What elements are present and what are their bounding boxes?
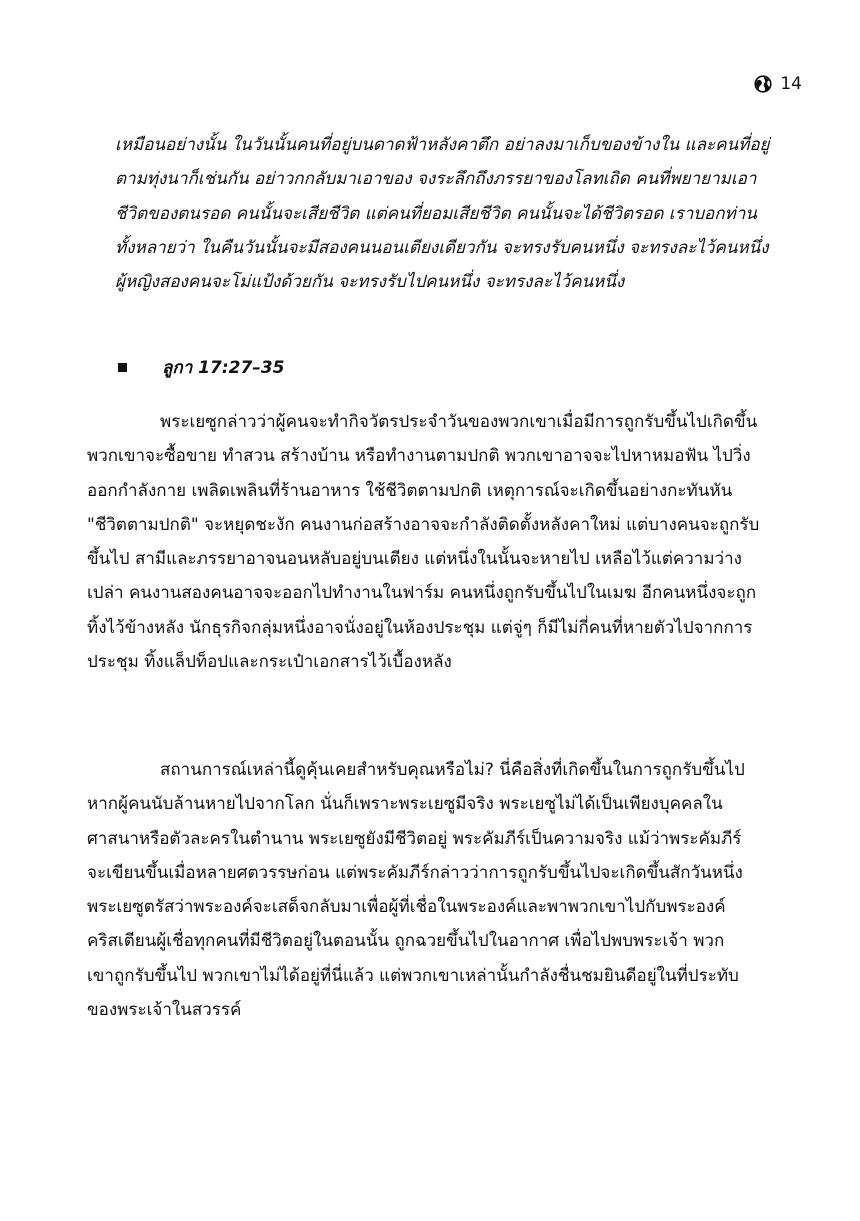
page-number-header bbox=[754, 74, 802, 94]
paragraph-line: "ชีวิตตามปกติ" จะหยุดชะงัก คนงานก่อสร้างอาจจะกำลังติดตั้งหลังคาใหม่ แต่บางคนจะถูกรับ bbox=[87, 514, 760, 535]
reference-text: ลูกา 17:27–35 bbox=[162, 358, 285, 378]
quote-line: เหมือนอย่างนั้น ในวันนั้นคนที่อยู่บนดาดฟ้าหลังคาตึก อย่าลงมาเก็บของข้างใน และคนที่อยู่ bbox=[115, 135, 770, 155]
quote-line: ชีวิตของตนรอด คนนั้นจะเสียชีวิต แต่คนที่ยอมเสียชีวิต คนนั้นจะได้ชีวิตรอด เราบอกท่าน bbox=[115, 203, 757, 224]
paragraph-line: ประชุม ทิ้งแล็ปท็อปและกระเป๋าเอกสารไว้เบื้องหลัง bbox=[87, 652, 452, 673]
paragraph-line: เปล่า คนงานสองคนอาจจะออกไปทำงานในฟาร์ม คนหนึ่งถูกรับขึ้นไปในเมฆ อีกคนหนึ่งจะถูก bbox=[87, 583, 757, 604]
globe-icon bbox=[754, 75, 772, 93]
paragraph-line: สถานการณ์เหล่านี้ดูคุ้นเคยสำหรับคุณหรือไม่? นี่คือสิ่งที่เกิดขึ้นในการถูกรับขึ้นไป bbox=[160, 760, 745, 780]
paragraph-line: คริสเตียนผู้เชื่อทุกคนที่มีชีวิตอยู่ในตอนนั้น ถูกฉวยขึ้นไปในอากาศ เพื่อไปพบพระเจ้า พวก bbox=[87, 931, 725, 952]
body-paragraph-2 bbox=[87, 753, 812, 1027]
scripture-quote bbox=[115, 128, 815, 299]
paragraph-line: หากผู้คนนับล้านหายไปจากโลก นั่นก็เพราะพระเยซูมีจริง พระเยซูไม่ได้เป็นเพียงบุคคลใน bbox=[87, 794, 723, 815]
quote-line: ผู้หญิงสองคนจะโม่แป้งด้วยกัน จะทรงรับไปคนหนึ่ง จะทรงละไว้คนหนึ่ง bbox=[115, 272, 625, 293]
quote-line: ตามทุ่งนาก็เช่นกัน อย่าวกกลับมาเอาของ จงระลึกถึงภรรยาของโลทเถิด คนที่พยายามเอา bbox=[115, 169, 757, 190]
paragraph-line: พระเยซูตรัสว่าพระองค์จะเสด็จกลับมาเพื่อผู้ที่เชื่อในพระองค์และพาพวกเขาไปกับพระองค์ bbox=[87, 897, 726, 918]
paragraph-line: เขาถูกรับขึ้นไป พวกเขาไม่ได้อยู่ที่นี่แล้ว แต่พวกเขาเหล่านั้นกำลังชื่นชมยินดีอยู่ในที่ประทับ bbox=[87, 965, 739, 986]
paragraph-line: ของพระเจ้าในสวรรค์ bbox=[87, 1000, 242, 1021]
paragraph-line: จะเขียนขึ้นเมื่อหลายศตวรรษก่อน แต่พระคัมภีร์กล่าวว่าการถูกรับขึ้นไปจะเกิดขึ้นสักวันหนึ่ง bbox=[87, 862, 743, 883]
paragraph-line: ทิ้งไว้ข้างหลัง นักธุรกิจกลุ่มหนึ่งอาจนั่งอยู่ในห้องประชุม แต่จู่ๆ ก็มีไม่กี่คนที่หายตัวไปจากการ bbox=[87, 617, 753, 638]
paragraph-line: พวกเขาจะซื้อขาย ทำสวน สร้างบ้าน หรือทำงานตามปกติ พวกเขาอาจจะไปหาหมอฟัน ไปวิ่ง bbox=[87, 446, 751, 467]
scripture-reference bbox=[118, 354, 284, 381]
bullet-icon bbox=[118, 363, 127, 372]
paragraph-line: ขึ้นไป สามีและภรรยาอาจนอนหลับอยู่บนเตียง แต่หนึ่งในนั้นจะหายไป เหลือไว้แต่ความว่าง bbox=[87, 549, 742, 570]
paragraph-line: พระเยซูกล่าวว่าผู้คนจะทำกิจวัตรประจำวันของพวกเขาเมื่อมีการถูกรับขึ้นไปเกิดขึ้น bbox=[160, 412, 758, 432]
body-paragraph-1 bbox=[87, 405, 812, 679]
quote-line: ทั้งหลายว่า ในคืนวันนั้นจะมีสองคนนอนเตียงเดียวกัน จะทรงรับคนหนึ่ง จะทรงละไว้คนหนึ่ง bbox=[115, 237, 769, 258]
paragraph-line: ออกกำลังกาย เพลิดเพลินที่ร้านอาหาร ใช้ชีวิตตามปกติ เหตุการณ์จะเกิดขึ้นอย่างกะทันหัน bbox=[87, 480, 733, 501]
paragraph-line: ศาสนาหรือตัวละครในตำนาน พระเยซูยังมีชีวิตอยู่ พระคัมภีร์เป็นความจริง แม้ว่าพระคัมภีร์ bbox=[87, 828, 742, 849]
page-number: 14 bbox=[780, 74, 802, 94]
